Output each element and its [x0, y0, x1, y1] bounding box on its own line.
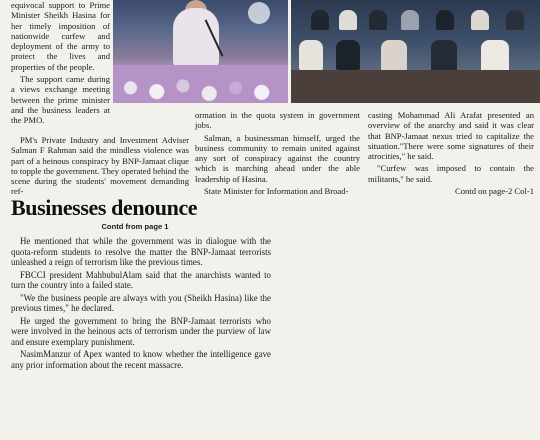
column-2 [195, 110, 360, 198]
attendee [336, 40, 360, 70]
table-row [291, 70, 540, 103]
audience-row [291, 10, 540, 32]
photo-pm-speaking [113, 0, 288, 103]
paragraph: NasimManzur of Apex wanted to know whether the intelligence gave any prior information about the recent massacre. [11, 349, 271, 370]
paragraph: State Minister for Information and Broad- [204, 186, 349, 197]
attendee [481, 40, 509, 74]
paragraph: ormation in the quota system in government jobs. [195, 110, 360, 131]
continuation-note: Contd on page-2 Col-1 [454, 186, 534, 197]
paragraph: casting Mohammad Ali Arafat presented an overview of the anarchy and said it was clear that BNP-Jamaat nexus tried to capitalize the situation."There were some signatures of their atrocities," he said. [368, 110, 534, 162]
attendee [381, 40, 407, 72]
column-1-continued [11, 135, 189, 199]
attendee [401, 10, 419, 30]
paragraph: PM's Private Industry and Investment Adviser Salman F Rahman said the mindless violence was part of a heinous conspiracy by BNP-Jamaat clique to topple the government. They operated behind the scene during the students' movement demanding ref- [11, 135, 189, 197]
paragraph: equivocal support to Prime Minister Sheikh Hasina for her timely imposition of nationwide curfew and deployment of the army to protect the lives and properties of the people. [11, 0, 110, 72]
attendee [299, 40, 323, 70]
attendee [339, 10, 357, 30]
paragraph: Salman, a businessman himself, urged the business community to remain united against any sort of conspiracy against the country which is marching ahead under the able leadership of Hasina. [195, 132, 360, 184]
flower-arrangement [113, 65, 288, 103]
paragraph: He mentioned that while the government was in dialogue with the quota-reform students to resolve the matter the BNP-Jamaat terrorists unleashed a reign of terrorism like the previous times. [11, 236, 271, 267]
paragraph: "We the business people are always with you (Sheikh Hasina) like the previous times," he declared. [11, 292, 271, 313]
attendee [436, 10, 454, 30]
column-3 [368, 110, 534, 198]
article-body [11, 236, 271, 372]
paragraph: FBCCI president MahbubulAlam said that the anarchists wanted to turn the country into a failed state. [11, 269, 271, 290]
audience-row [291, 40, 540, 62]
continued-from-label: Contd from page 1 [101, 222, 169, 231]
paragraph: "Curfew was imposed to contain the militants," he said. [368, 163, 534, 184]
stage-light [248, 2, 270, 24]
paragraph: He urged the government to bring the BNP-Jamaat terrorists who were involved in the heinous acts of terrorism under the purview of law and ensure exemplary punishment. [11, 315, 271, 347]
article-headline: Businesses denounce [11, 195, 198, 220]
attendee [431, 40, 457, 72]
paragraph: The support came during a views exchange meeting between the prime minister and the business leaders at the PMO. [11, 74, 110, 126]
attendee [369, 10, 387, 30]
attendee [471, 10, 489, 30]
left-top-column [11, 0, 110, 128]
attendee [506, 10, 524, 30]
photo-business-leaders [291, 0, 540, 103]
attendee [311, 10, 329, 30]
